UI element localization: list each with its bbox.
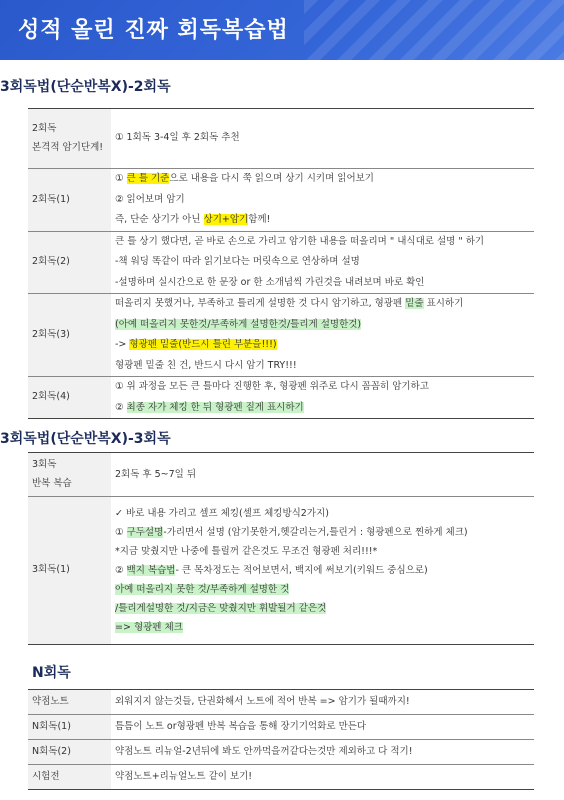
highlighted-text: 형광펜 밑줄(반드시 틀린 부분을!!!) [129, 339, 277, 350]
content-line [115, 599, 534, 618]
row-label [28, 231, 111, 294]
content-line [115, 523, 534, 542]
highlighted-text: 백지 복습법 [126, 565, 176, 576]
content-text: 틈틈이 노트 or형광펜 반복 복습을 통해 장기기억화로 만든다 [115, 720, 367, 732]
content-line [115, 717, 534, 738]
content-line [115, 377, 534, 398]
row-label [28, 497, 111, 645]
highlighted-text: => 형광펜 체크 [115, 622, 183, 633]
row-label-text: 2회독(1) [32, 193, 70, 205]
content-line [115, 169, 534, 190]
table-row [28, 169, 534, 232]
row-label [28, 740, 111, 765]
row-content [111, 690, 534, 715]
content-line [115, 580, 534, 599]
content-text: 큰 틀 상기 했다면, 곧 바로 손으로 가리고 암기한 내용을 떠올리며 " 내식대로 설명 " 하기 [115, 235, 485, 247]
header-banner [0, 0, 564, 60]
row-label [28, 765, 111, 790]
row-content [111, 497, 534, 645]
content-line [115, 190, 534, 211]
row-label-text: N회독(2) [32, 746, 71, 757]
row-label-text: 시험전 [32, 771, 60, 782]
content-text: -가리면서 설명 (암기못한거,헷갈리는거,틀린거 : 형광펜으로 찐하게 체크) [163, 527, 468, 538]
content-line [115, 504, 534, 523]
content-line [115, 294, 534, 315]
content-line [115, 561, 534, 580]
row-label-text: 2회독(4) [32, 391, 70, 403]
content-text: 함께! [248, 214, 271, 225]
row-content [111, 377, 534, 419]
table-row [28, 294, 534, 377]
row-label [28, 715, 111, 740]
content-line [115, 398, 534, 419]
section-title-n-read: N회독 [32, 665, 71, 681]
content-line [115, 742, 534, 763]
table-row [28, 231, 534, 294]
row-content [111, 715, 534, 740]
table-2nd-read [28, 108, 534, 419]
content-text: *지금 맞췄지만 나중에 틀릴꺼 같은것도 무조건 형광펜 처리!!!* [115, 546, 378, 557]
content-text: ② [115, 401, 127, 413]
row-label-text: 3회독(1) [32, 564, 70, 576]
content-text: ② 읽어보며 암기 [115, 193, 185, 205]
banner-stripes [304, 0, 564, 60]
content-text: - 큰 목차정도는 적어보면서, 백지에 써보기(키워드 중심으로) [175, 565, 428, 576]
row-label-text: 3회독 [32, 459, 57, 471]
content-line [115, 232, 534, 253]
content-text: 으로 내용을 다시 쭉 읽으며 상기 시키며 읽어보기 [169, 173, 374, 184]
row-label-text: 2회독 [32, 123, 57, 135]
highlighted-text: 아예 떠올리지 못한 것/부족하게 설명한 것 [115, 584, 290, 595]
row-label-text: N회독(1) [32, 721, 71, 732]
table-row [28, 377, 534, 419]
row-label [28, 109, 111, 169]
content-line [115, 273, 534, 294]
table-row [28, 453, 534, 497]
content-text: 형광펜 밑줄 친 건, 반드시 다시 암기 TRY!!! [115, 359, 297, 371]
content-text: -설명하며 실시간으로 한 문장 or 한 소개념씩 가린것을 내려보며 바로 확인 [115, 276, 425, 288]
content-text: ① [115, 527, 127, 538]
content-text: 떠올리지 못했거나, 부족하고 틀리게 설명한 것 다시 암기하고, 형광펜 [115, 298, 406, 309]
row-label-text: 2회독(2) [32, 256, 70, 268]
content-text: 약점노트+리뉴얼노트 같이 보기! [115, 770, 253, 782]
content-text: 외워지지 않는것들, 단권화해서 노트에 적어 반복 => 암기가 될때까지! [115, 695, 410, 707]
row-content [111, 740, 534, 765]
page-title: 성적 올린 진짜 회독복습법 [18, 18, 289, 43]
content-line [115, 767, 534, 788]
content-text: ① 위 과정을 모든 큰 틀마다 진행한 후, 형광펜 위주로 다시 꼼꼼히 암기하고 [115, 381, 429, 392]
content-line [115, 618, 534, 637]
row-label-text: 반복 복습 [32, 477, 72, 489]
table-n-read [28, 689, 534, 790]
content-text: ② [115, 565, 127, 576]
row-label [28, 294, 111, 377]
content-text: ✓ 바로 내용 가리고 셀프 체킹(셀프 체킹방식2가지) [115, 508, 329, 519]
highlighted-text: 큰 틀 기준 [126, 173, 170, 184]
content-line [115, 128, 534, 149]
row-content [111, 231, 534, 294]
section-title-3rd-read: 3회독법(단순반복X)-3회독 [0, 431, 171, 447]
table-row [28, 109, 534, 169]
content-line [115, 210, 534, 231]
row-label [28, 690, 111, 715]
content-text: 즉, 단순 상기가 아닌 [115, 214, 204, 225]
content-text: ① 1회독 3-4일 후 2회독 추천 [115, 132, 240, 144]
table-row [28, 765, 534, 790]
highlighted-text: 밑줄 [405, 298, 424, 309]
table-row [28, 690, 534, 715]
row-content [111, 453, 534, 497]
content-text: -> [115, 339, 130, 350]
content-line [115, 335, 534, 356]
content-line [115, 315, 534, 336]
highlighted-text: 최종 자가 체킹 한 뒤 형광펜 짙게 표시하기 [126, 401, 304, 413]
content-text: -책 워딩 똑같이 따라 읽기보다는 머릿속으로 연상하며 설명 [115, 256, 360, 267]
section-title-2nd-read: 3회독법(단순반복X)-2회독 [0, 79, 171, 95]
table-row [28, 740, 534, 765]
row-content [111, 169, 534, 232]
row-label-text: 본격적 암기단계! [32, 141, 104, 153]
content-line [115, 252, 534, 273]
highlighted-text: (아예 떠올리지 못한것/부족하게 설명한것/틀리게 설명한것) [115, 318, 362, 330]
content-text: 표시하기 [423, 298, 464, 309]
highlighted-text: /틀리게설명한 것/지금은 맞췄지만 휘발될거 같은것 [115, 603, 327, 614]
highlighted-text: 구두설명 [126, 527, 164, 538]
table-3rd-read [28, 452, 534, 645]
row-label [28, 169, 111, 232]
content-line [115, 356, 534, 377]
row-label [28, 377, 111, 419]
table-row [28, 715, 534, 740]
content-text: 2회독 후 5~7일 뒤 [115, 469, 197, 480]
row-label-text: 약점노트 [32, 696, 69, 707]
row-content [111, 109, 534, 169]
row-content [111, 765, 534, 790]
content-line [115, 692, 534, 713]
table-row [28, 497, 534, 645]
content-text: ① [115, 173, 127, 184]
row-label-text: 2회독(3) [32, 328, 70, 340]
content-text: 약점노트 리뉴얼-2년뒤에 봐도 안까먹을꺼같다는것만 제외하고 다 적기! [115, 745, 413, 757]
row-label [28, 453, 111, 497]
content-line [115, 542, 534, 561]
highlighted-text: 상기+암기 [203, 214, 249, 225]
row-content [111, 294, 534, 377]
content-line [115, 465, 534, 484]
